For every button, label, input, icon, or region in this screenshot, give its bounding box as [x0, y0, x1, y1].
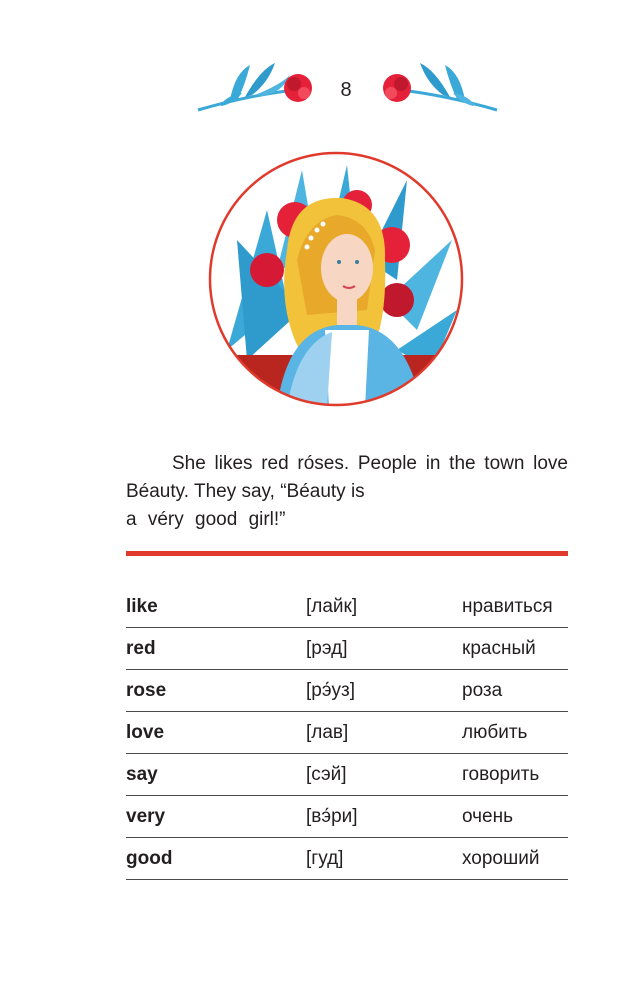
vocab-translation: любить	[462, 722, 528, 743]
vocab-word: very	[126, 806, 166, 827]
right-rose-icon	[375, 55, 505, 125]
story-paragraph: She likes red róses. People in the town love Béauty. They say, “Béauty is	[126, 453, 568, 502]
vocab-transcription: [лав]	[306, 722, 349, 743]
vocab-translation: хороший	[462, 848, 540, 869]
vocab-transcription: [сэй]	[306, 764, 347, 785]
vocab-translation: нравиться	[462, 596, 553, 617]
vocab-row	[126, 586, 568, 628]
vocab-translation: роза	[462, 680, 503, 701]
page-number: 8	[340, 79, 352, 101]
left-rose-icon	[190, 55, 320, 125]
vocab-row	[126, 628, 568, 670]
vocab-word: say	[126, 764, 158, 785]
vocab-row	[126, 838, 568, 880]
vocab-row	[126, 796, 568, 838]
vocab-row	[126, 670, 568, 712]
vocab-transcription: [гуд]	[306, 848, 344, 869]
vocab-word: like	[126, 596, 158, 617]
vocab-word: rose	[126, 680, 167, 701]
vocab-word: good	[126, 848, 173, 869]
vocab-transcription: [рэд]	[306, 638, 348, 659]
vocabulary-table	[126, 586, 568, 880]
vocab-row	[126, 754, 568, 796]
vocab-word: red	[126, 638, 156, 659]
story-paragraph-end: a véry good girl!”	[126, 509, 286, 530]
vocab-translation: очень	[462, 806, 514, 827]
story-text	[126, 450, 568, 534]
vocab-translation: говорить	[462, 764, 540, 785]
vocab-transcription: [рэ́уз]	[306, 680, 356, 701]
beauty-portrait-illustration	[207, 150, 465, 408]
section-divider	[126, 551, 568, 556]
vocab-row	[126, 712, 568, 754]
vocab-word: love	[126, 722, 165, 743]
vocab-translation: красный	[462, 638, 536, 659]
vocab-transcription: [вэ́ри]	[306, 806, 358, 827]
vocab-transcription: [лайк]	[306, 596, 358, 617]
